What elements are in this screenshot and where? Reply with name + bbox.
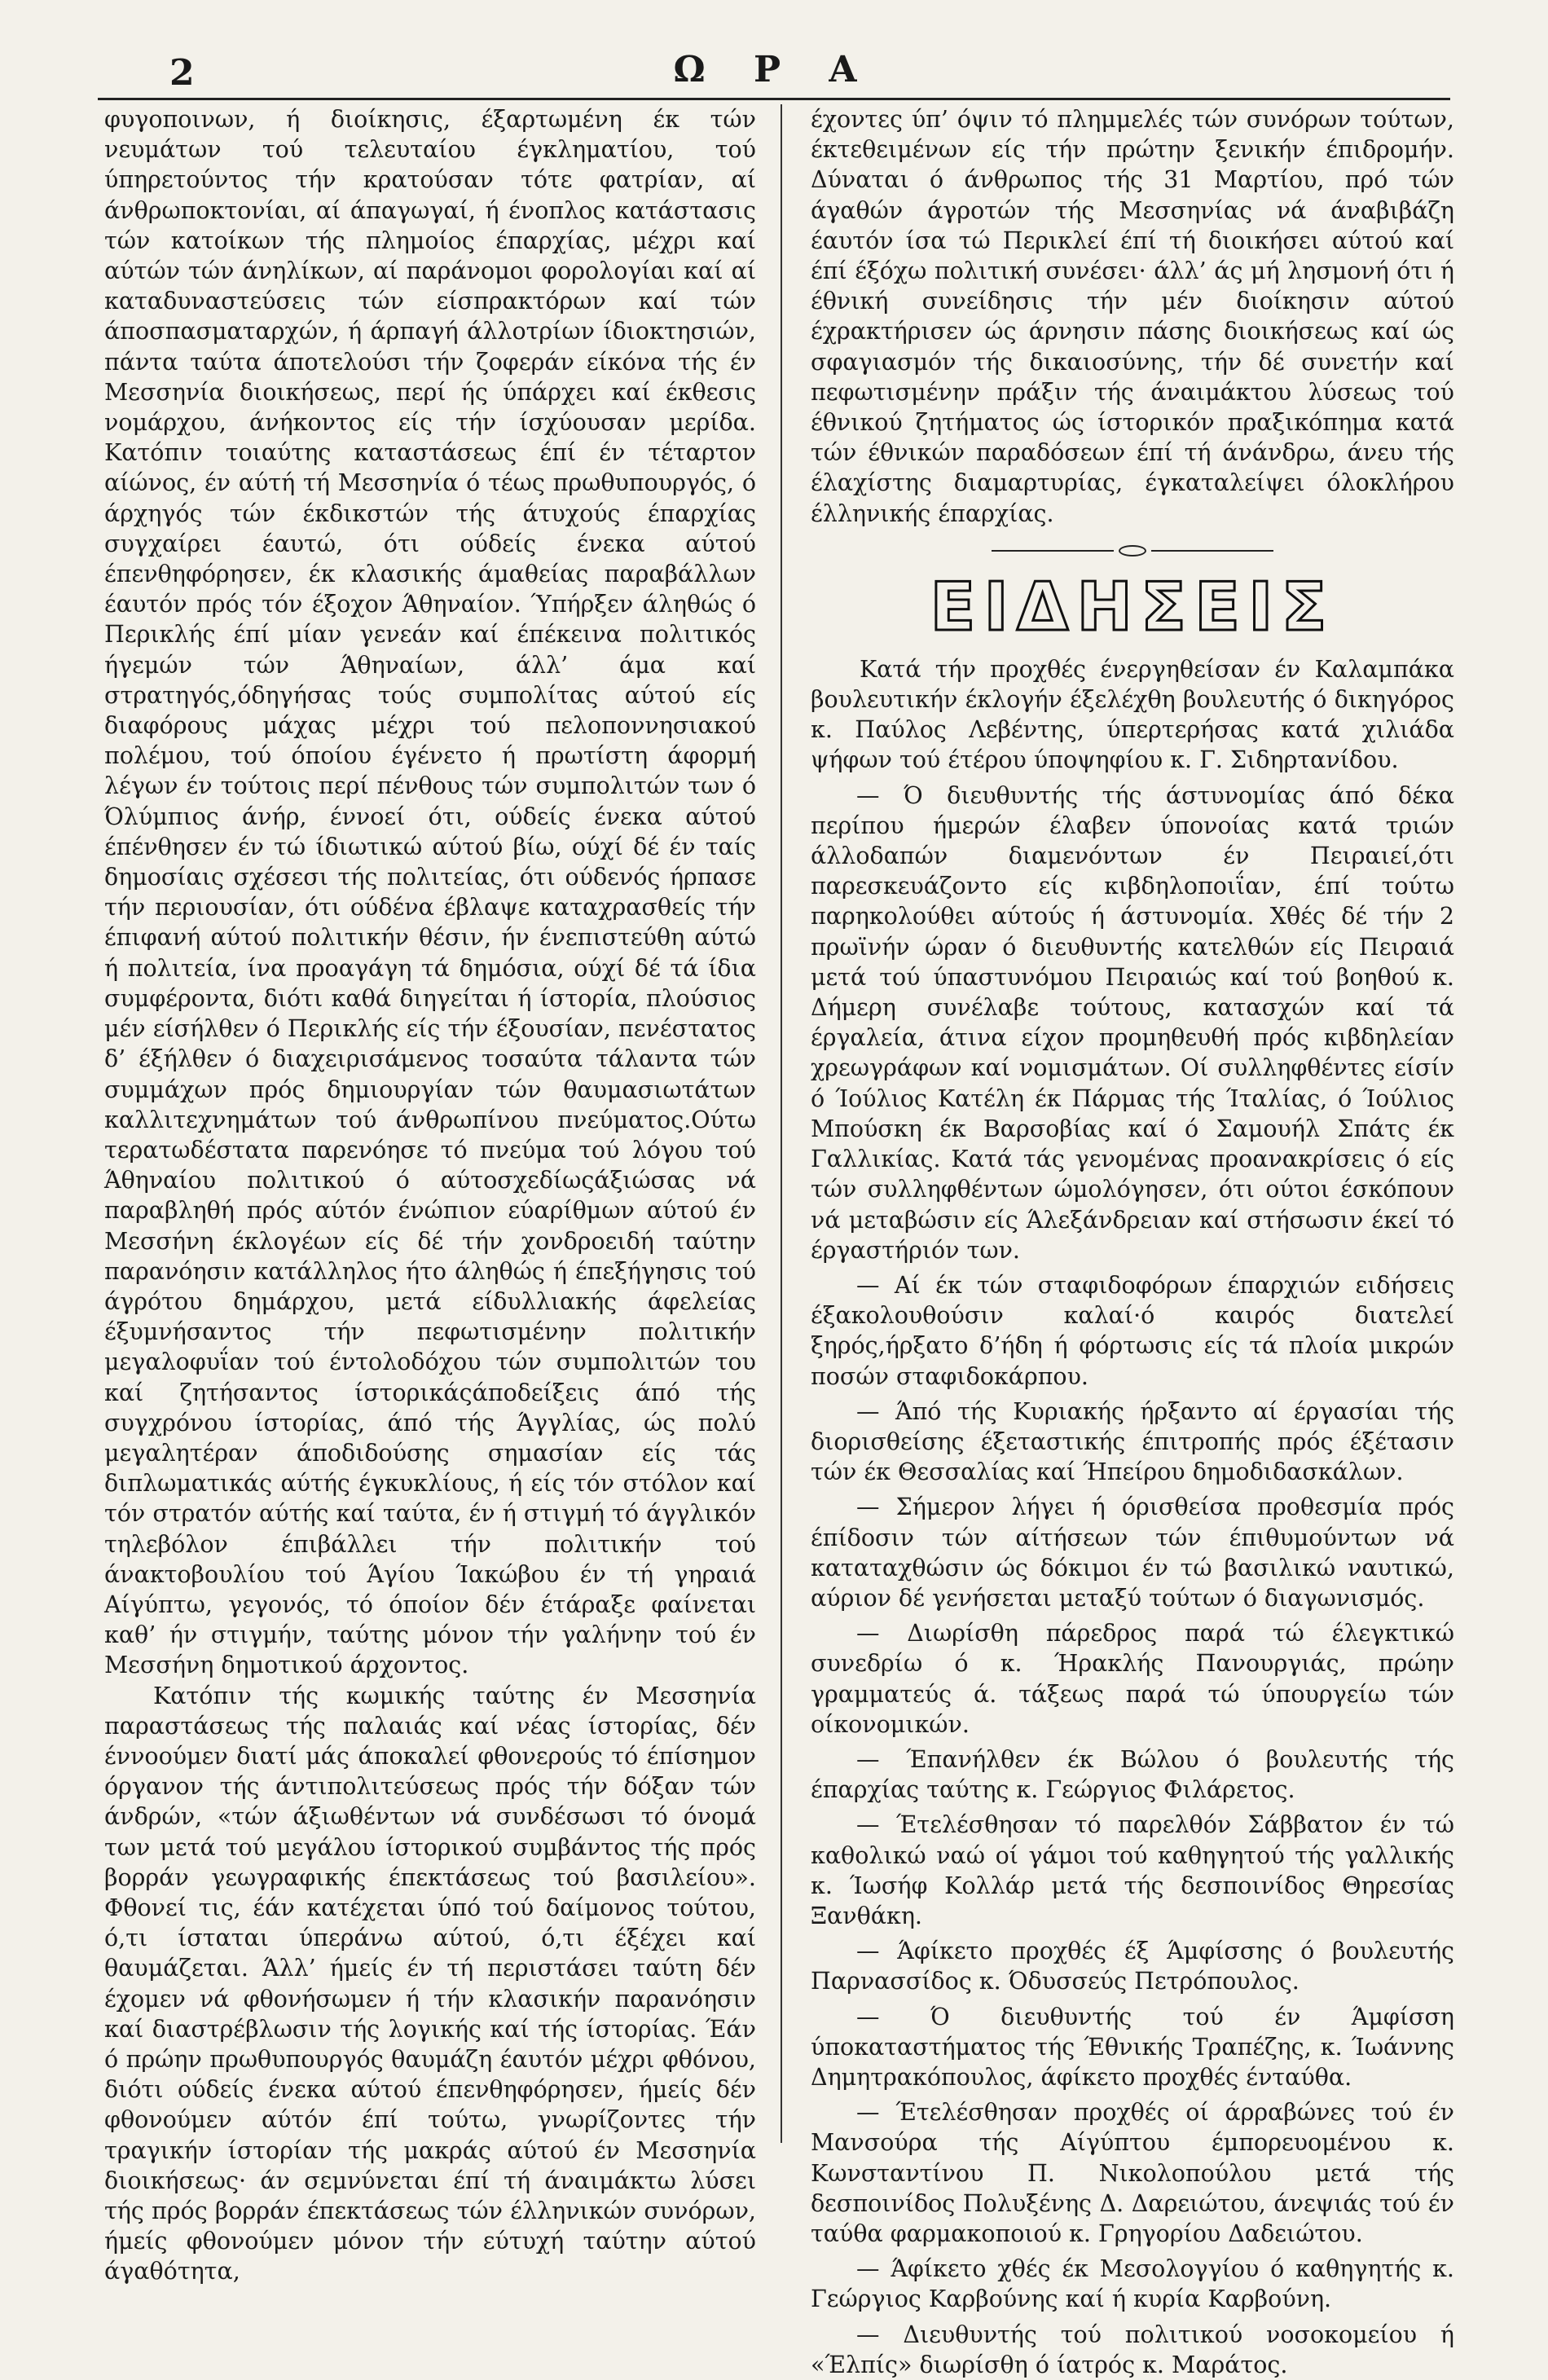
news-item: — Άφίκετο χθές έκ Μεσολογγίου ό καθηγητής κ. Γεώργιος Καρβούνης καί ή κυρία Καρβούνη.	[811, 2255, 1454, 2313]
ornament-divider	[811, 545, 1454, 557]
news-item: — Άφίκετο προχθές έξ Άμφίσσης ό βουλευτής Παρνασσίδος κ. Όδυσσεύς Πετρόπουλος.	[811, 1938, 1454, 1995]
newspaper-title: Ω Ρ Α	[673, 49, 875, 90]
masthead	[98, 49, 1450, 100]
news-item: — Διευθυντής τού πολιτικού νοσοκομείου ή «Έλπίς» διωρίσθη ό ίατρός κ. Μαράτος.	[811, 2321, 1454, 2378]
news-list	[811, 654, 1454, 2380]
news-item: Κατά τήν προχθές ένεργηθείσαν έν Καλαμπάκα βουλευτικήν έκλογήν έξελέχθη βουλευτής ό δικηγόρος κ. Παύλος Λεβέντης, ύπερτερήσας κατά χιλιάδα ψήφων τού έτέρου ύποψηφίου κ. Γ. Σιδηρτανίδου.	[811, 655, 1454, 774]
column-divider	[781, 104, 782, 2143]
news-item: — Έτελέσθησαν τό παρελθόν Σάββατον έν τώ καθολικώ ναώ οί γάμοι τού καθηγητού τής γαλλικής κ. Ίωσήφ Κολλάρ μετά τής δεσποινίδος Θηρεσίας Ξανθάκη.	[811, 1811, 1454, 1929]
right-column	[811, 104, 1454, 2378]
article-paragraph: φυγοποινων, ή διοίκησις, έξαρτωμένη έκ τών νευμάτων τού τελευταίου έγκληματίου, τού ύπηρετούντος τήν κρατούσαν τότε φατρίαν, αί άνθρωποκτονίαι, αί άπαγωγαί, ή ένοπλος κατάστασις τών κατοίκων τής πλημοίος έπαρχίας, μέχρι καί αύτών τών άνηλίκων, αί παράνομοι φορολογίαι καί αί καταδυναστεύσεις τών είσπρακτόρων καί τών άποσπασματαρχών, ή άρπαγή άλλοτρίων ίδιοκτησιών, πάντα ταύτα άποτελούσι τήν ζοφεράν είκόνα τής έν Μεσσηνία διοικήσεως, περί ής ύπάρχει καί έκθεσις νομάρχου, άνήκοντος είς τήν ίσχύουσαν μερίδα. Κατόπιν τοιαύτης καταστάσεως έπί έν τέταρτον αίώνος, έν αύτή τή Μεσσηνία ό τέως πρωθυπουργός, ό άρχηγός τών έκδικστών τής άτυχούς έπαρχίας συγχαίρει έαυτώ, ότι ούδείς ένεκα αύτού έπενθηφόρησεν, έκ κλασικής άμαθείας παραβάλλων έαυτόν πρός τόν έξοχον Άθηναίον. Ύπήρξεν άληθώς ό Περικλής έπί μίαν γενεάν καί έπέκεινα πολιτικός ήγεμών τών Άθηναίων, άλλ’ άμα καί στρατηγός,όδηγήσας τούς συμπολίτας αύτού είς διαφόρους μάχας μέχρι τού πελοποννησιακού πολέμου, τού όποίου έγένετο ή πρωτίστη άφορμή λέγων έν τούτοις περί πένθους τών συμπολιτών των ό Όλύμπιος άνήρ, έννοεί ότι, ούδείς ένεκα αύτού έπένθησεν έν τώ ίδιωτικώ αύτού βίω, ούχί δέ έν ταίς δημοσίαις σχέσεσι τής πολιτείας, ότι ούδενός ήρπασε τήν περιουσίαν, ότι ούδένα έβλαψε καταχρασθείς τήν έπιφανή αύτού πολιτικήν θέσιν, ήν ένεπιστεύθη αύτώ ή πολιτεία, ίνα προαγάγη τά δημόσια, ούχί δέ τά ίδια συμφέροντα, διότι καθά διηγείται ή ίστορία, πλούσιος μέν είσήλθεν ό Περικλής είς τήν έξουσίαν, πενέστατος δ’ έξήλθεν ό διαχειρισάμενος τοσαύτα τάλαντα τών συμμάχων πρός δημιουργίαν τών θαυμασιωτάτων καλλιτεχνημάτων τού άνθρωπίνου πνεύματος.Ούτω τερατωδέστατα παρενόησε τό πνεύμα τού λόγου τού Άθηναίου πολιτικού ό αύτοσχεδίωςάξιώσας νά παραβληθή πρός αύτόν ένώπιον εύαρίθμων αύτού έν Μεσσήνη έκλογέων είς δέ τήν χονδροειδή ταύτην παρανόησιν κατάλληλος ήτο άληθώς ή έπεξήγησις τού άγρότου δημάρχου, μετά είδυλλιακής άφελείας έξυμνήσαντος τήν πεφωτισμένην πολιτικήν μεγαλοφυΐαν τού έντολοδόχου τών συμπολιτών του καί ζητήσαντος ίστορικάςάποδείξεις άπό τής συγχρόνου ίστορίας, άπό τής Άγγλίας, ώς πολύ μεγαλητέραν άποδιδούσης σημασίαν είς τάς διπλωματικάς αύτής έγκυκλίους, ή είς τόν στόλον καί τόν στρατόν αύτής καί ταύτα, έν ή στιγμή τό άγγλικόν τηλεβόλον έπιβάλλει τήν πολιτικήν τού άνακτοβουλίου τού Άγίου Ίακώβου έν τή γηραιά Αίγύπτω, γεγονός, τό όποίον δέν έτάραξε φαίνεται καθ’ ήν στιγμήν, ταύτης μόνον τήν γαλήνην τού έν Μεσσήνη δημοτικού άρχοντος.	[104, 106, 756, 1679]
news-item: — Ό διευθυντής τής άστυνομίας άπό δέκα περίπου ήμερών έλαβεν ύπονοίας κατά τριών άλλοδαπών διαμενόντων έν Πειραιεί,ότι παρεσκευάζοντο είς κιβδηλοποιΐαν, έπί τούτω παρηκολούθει αύτούς ή άστυνομία. Χθές δέ τήν 2 πρωϊνήν ώραν ό διευθυντής κατελθών είς Πειραιά μετά τού ύπαστυνόμου Πειραιώς καί τού βοηθού κ. Δήμερη συνέλαβε τούτους, κατασχών καί τά έργαλεία, άτινα είχον προμηθευθή πρός κιβδηλείαν χρεωγράφων καί νομισμάτων. Οί συλληφθέντες είσίν ό Ίούλιος Κατέλη έκ Πάρμας τής Ίταλίας, ό Ίούλιος Μπούσκη έκ Βαρσοβίας καί ό Σαμουήλ Σπάτς έκ Γαλλικίας. Κατά τάς γενομένας προανακρίσεις ό είς τών συλληφθέντων ώμολόγησεν, ότι ούτοι έσκόπουν νά μεταβώσιν είς Άλεξάνδρειαν καί στήσωσιν έκεί τό έργαστήριόν των.	[811, 781, 1454, 1264]
news-item: — Αί έκ τών σταφιδοφόρων έπαρχιών ειδήσεις έξακολουθούσιν καλαί·ό καιρός διατελεί ξηρός,ήρξατο δ’ήδη ή φόρτωσις είς τά πλοία μικρών ποσών σταφιδοκάρπου.	[811, 1271, 1454, 1390]
news-item: — Ό διευθυντής τού έν Άμφίσση ύποκαταστήματος τής Έθνικής Τραπέζης, κ. Ίωάννης Δημητρακόπουλος, άφίκετο προχθές ένταύθα.	[811, 2003, 1454, 2091]
news-item: — Έπανήλθεν έκ Βώλου ό βουλευτής τής έπαρχίας ταύτης κ. Γεώργιος Φιλάρετος.	[811, 1745, 1454, 1804]
news-item: — Διωρίσθη πάρεδρος παρά τώ έλεγκτικώ συνεδρίω ό κ. Ήρακλής Πανουργιάς, πρώην γραμματεύς ά. τάξεως παρά τώ ύπουργείω τών οίκονομικών.	[811, 1620, 1454, 1738]
page-number: 2	[169, 52, 195, 94]
news-item: — Άπό τής Κυριακής ήρξαντο αί έργασίαι τής διορισθείσης έξεταστικής έπιτροπής πρός έξέτασιν τών έκ Θεσσαλίας καί Ήπείρου δημοδιδασκάλων.	[811, 1397, 1454, 1486]
article-continuation: έχοντες ύπ’ όψιν τό πλημμελές τών συνόρων τούτων, έκτεθειμένων είς τήν πρώτην ξενικήν έπιδρομήν. Δύναται ό άνθρωπος τής 31 Μαρτίου, πρό τών άγαθών άγροτών τής Μεσσηνίας νά άναβιβάζη έαυτόν ίσα τώ Περικλεί έπί τή διοικήσει αύτού καί έπί έξόχω πολιτική συνέσει· άλλ’ άς μή λησμονή ότι ή έθνική συνείδησις τήν μέν διοίκησιν αύτού έχρακτήρισεν ώς άρνησιν πάσης διοικήσεως καί ώς σφαγιασμόν τής δικαιοσύνης, τήν δέ συνετήν καί πεφωτισμένην πράξιν τής άναιμάκτου λύσεως τού έθνικού ζητήματος ώς ίστορικόν πραξικόπημα κατά τών έθνικών παραδόσεων έπί τή άνάνδρω, άνευ τής έλαχίστης διαμαρτυρίας, έγκαταλείψει όλοκλήρου έλληνικής έπαρχίας.	[811, 106, 1454, 527]
left-column	[104, 104, 756, 2285]
news-item: — Έτελέσθησαν προχθές οί άρραβώνες τού έν Μανσούρα τής Αίγύπτου έμπορευομένου κ. Κωνσταντίνου Π. Νικολοπούλου μετά τής δεσποινίδος Πολυξένης Δ. Δαρειώτου, άνεψιάς τού έν ταύθα φαρμακοποιού κ. Γρηγορίου Δαδειώτου.	[811, 2099, 1454, 2247]
news-item: — Σήμερον λήγει ή όρισθείσα προθεσμία πρός έπίδοσιν τών αίτήσεων τών έπιθυμούντων νά καταταχθώσιν ώς δόκιμοι έν τώ βασιλικώ ναυτικώ, αύριον δέ γενήσεται μεταξύ τούτων ό διαγωνισμός.	[811, 1494, 1454, 1612]
article-paragraph: Κατόπιν τής κωμικής ταύτης έν Μεσσηνία παραστάσεως τής παλαιάς καί νέας ίστορίας, δέν έννοούμεν διατί μάς άποκαλεί φθονερούς τό έπίσημον όργανον τής άντιπολιτεύσεως πρός τήν δόξαν τών άνδρών, «τών άξιωθέντων νά συνδέσωσι τό όνομά των μετά τού μεγάλου ίστορικού συμβάντος τής πρός βορράν γεωγραφικής έπεκτάσεως τού βασιλείου». Φθονεί τις, έάν κατέχεται ύπό τού δαίμονος τούτου, ό,τι ίσταται ύπεράνω αύτού, ό,τι έξέχει καί θαυμάζεται. Άλλ’ ήμείς έν τή περιστάσει ταύτη δέν έχομεν νά φθονήσωμεν ή τήν κλασικήν παρανόησιν καί διαστρέβλωσιν τής λογικής καί τής ίστορίας. Έάν ό πρώην πρωθυπουργός θαυμάζη έαυτόν μέχρι φθόνου, διότι ούδείς ένεκα αύτού έπενθηφόρησεν, ήμείς δέν φθονούμεν αύτόν έπί τούτω, γνωρίζοντες τήν τραγικήν ίστορίαν τής μακράς αύτού έν Μεσσηνία διοικήσεως· άν σεμνύνεται έπί τή άναιμάκτω λύσει τής πρός βορράν έπεκτάσεως τών έλληνικών συνόρων, ήμείς φθονούμεν μόνον τήν εύτυχή ταύτην αύτού άγαθότητα,	[104, 1682, 756, 2285]
news-section-title: ΕΙΔΗΣΕΙΣ	[930, 568, 1335, 646]
